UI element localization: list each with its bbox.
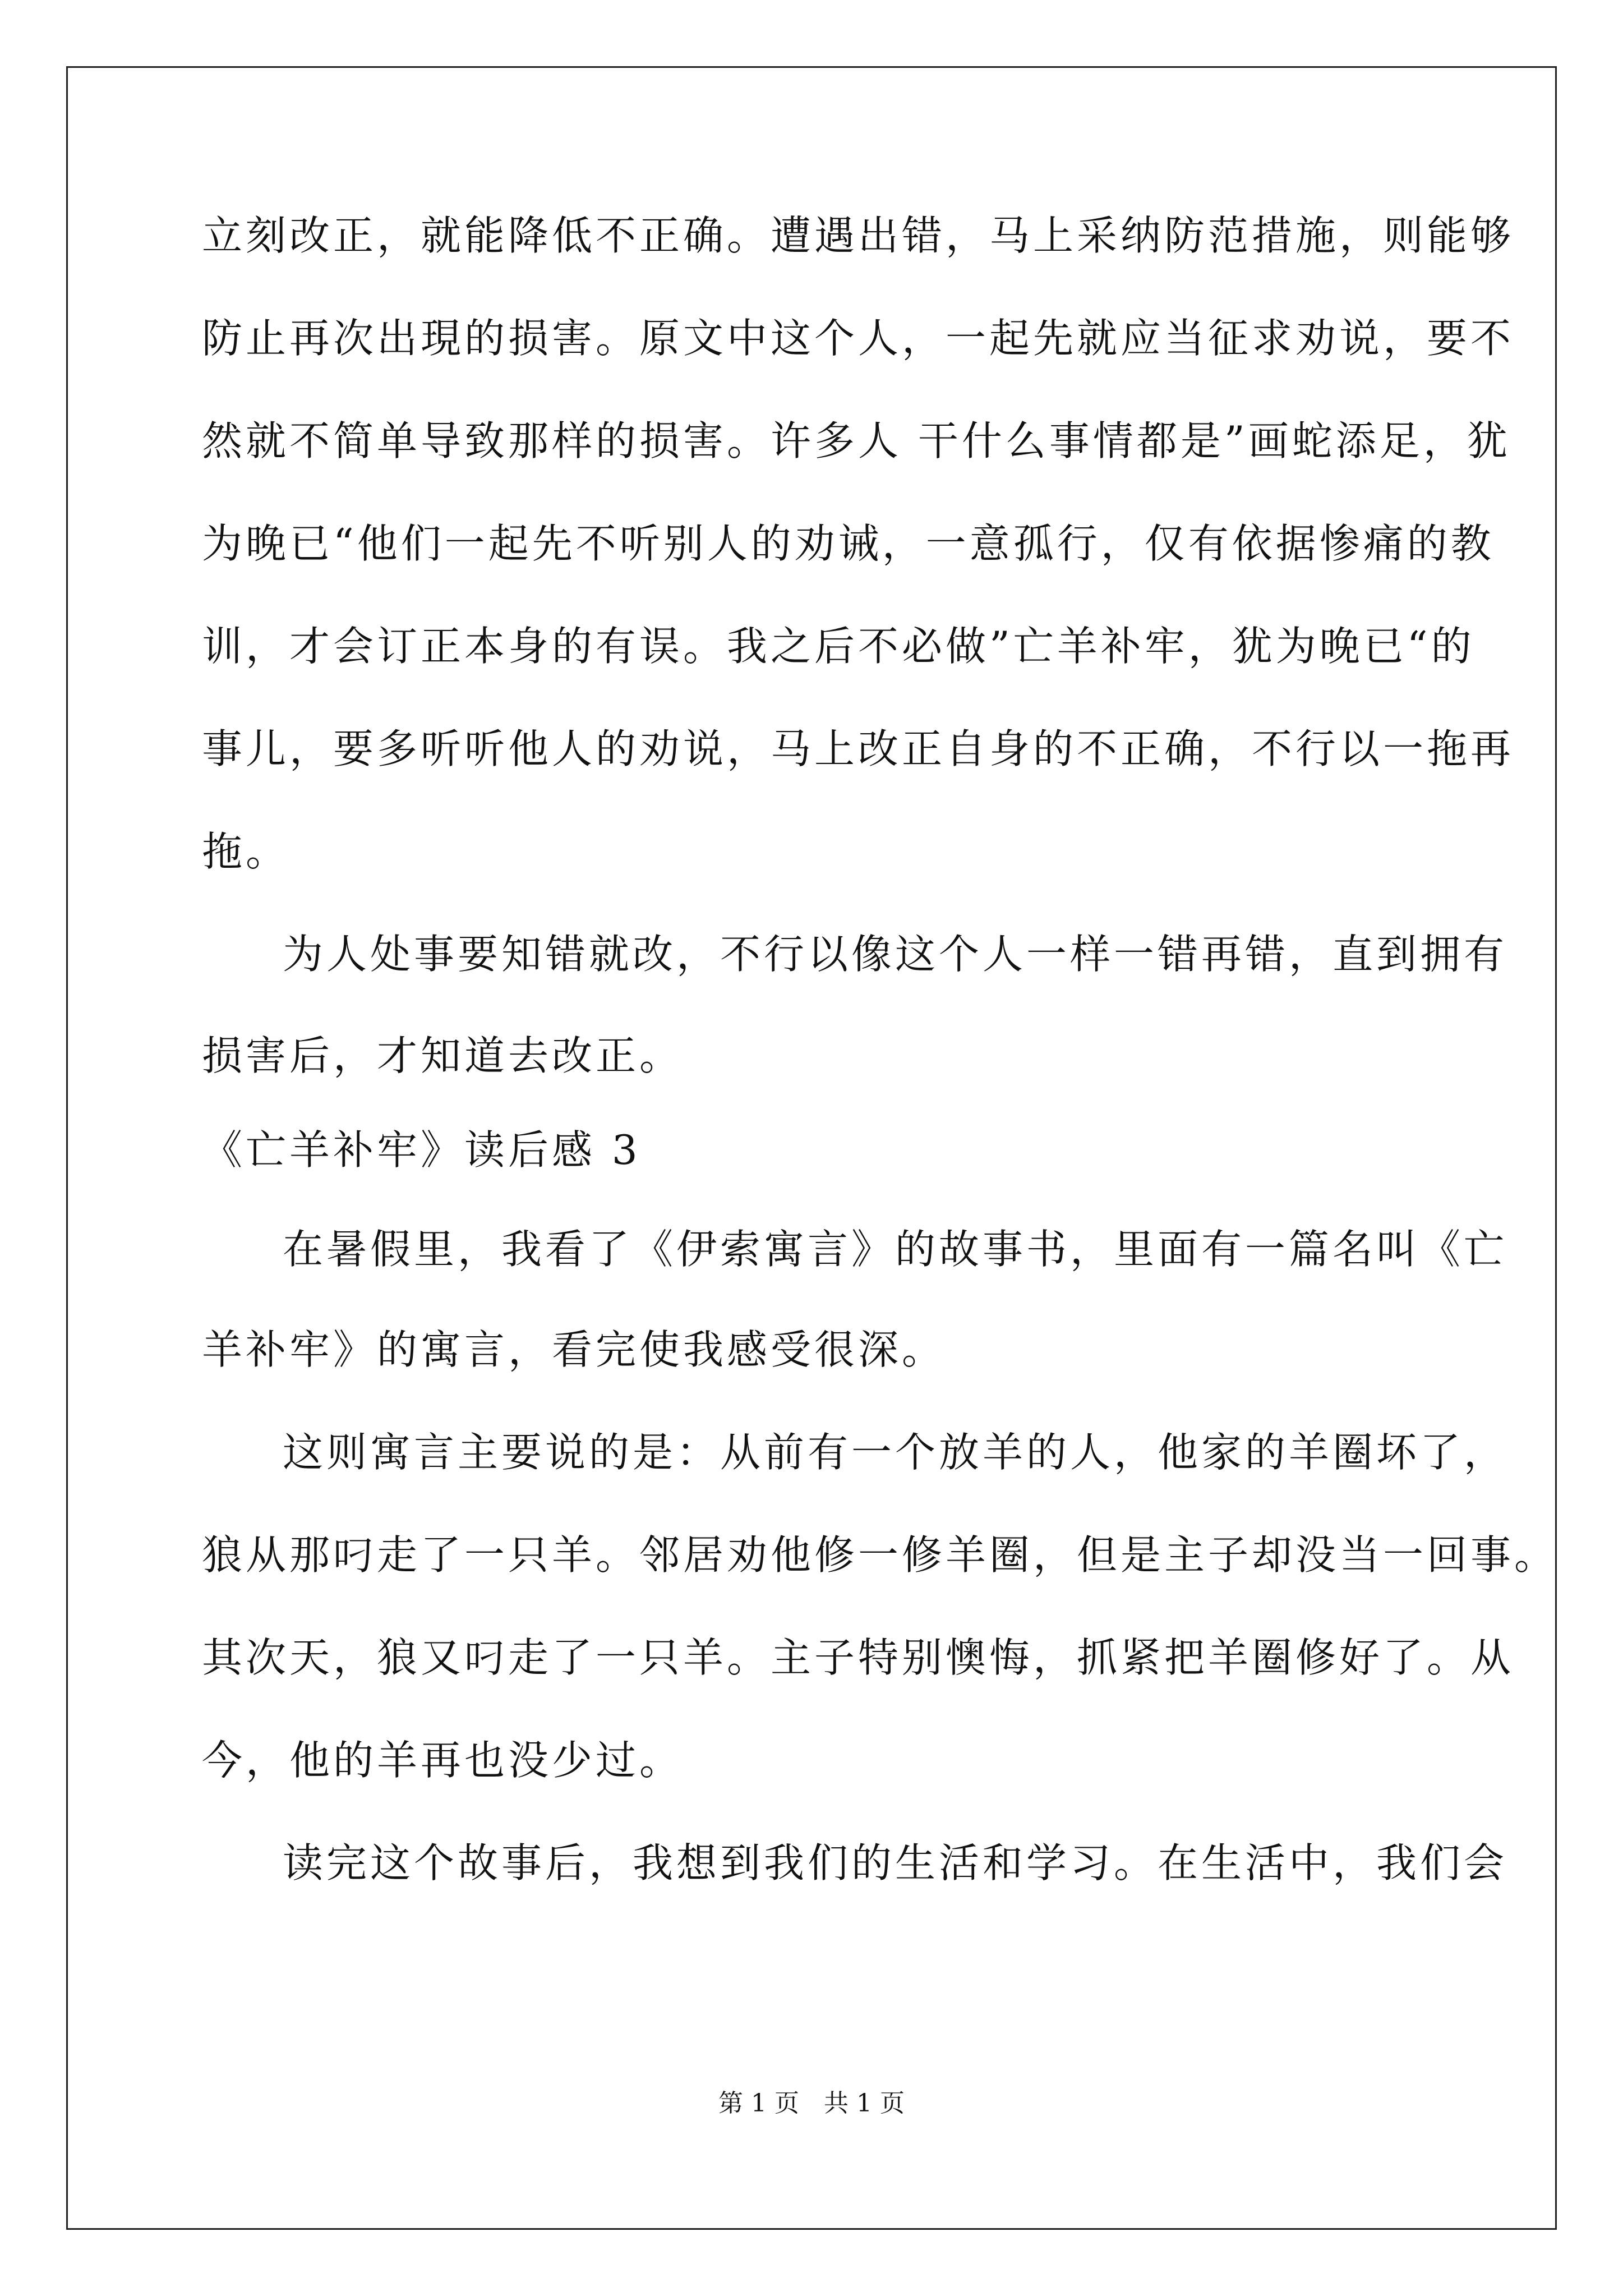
page-footer: 第 1 页 共 1 页 [718,2089,905,2118]
text-line: 读完这个故事后，我想到我们的生活和学习。在生活中，我们会 [283,1839,1508,1887]
text-line: 为晚已“他们一起先不听别人的劝诫，一意孤行，仅有依据惨痛的教 [202,520,1495,567]
text-line: 然就不简单导致那样的损害。许多人 干什么事情都是”画蛇添足，犹 [202,417,1511,464]
text-line: 立刻改正，就能降低不正确。遭遇出错，马上采纳防范措施，则能够 [202,212,1515,259]
text-line: 为人处事要知错就改，不行以像这个人一样一错再错，直到拥有 [283,931,1508,978]
text-line: 在暑假里，我看了《伊索寓言》的故事书，里面有一篇名叫《亡 [283,1226,1508,1273]
text-line: 狼从那叼走了一只羊。邻居劝他修一修羊圈，但是主子却没当一回事。 [202,1531,1559,1579]
text-line: 拖。 [202,828,290,875]
text-line: 训，才会订正本身的有误。我之后不必做”亡羊补牢，犹为晚已“的 [202,623,1475,670]
text-line: 防止再次出現的损害。原文中这个人，一起先就应当征求劝说，要不 [202,315,1515,362]
section-heading: 《亡羊补牢》读后感 3 [202,1126,641,1174]
text-line: 今，他的羊再也没少过。 [202,1737,684,1784]
text-line: 羊补牢》的寓言，看完使我感受很深。 [202,1326,946,1373]
text-line: 事儿，要多听听他人的劝说，马上改正自身的不正确，不行以一拖再 [202,725,1515,772]
text-line: 其次天，狼又叼走了一只羊。主子特别懊悔，抓紧把羊圈修好了。从 [202,1634,1515,1681]
text-line: 这则寓言主要说的是：从前有一个放羊的人，他家的羊圈坏了， [283,1429,1508,1476]
text-line: 损害后，才知道去改正。 [202,1032,684,1079]
